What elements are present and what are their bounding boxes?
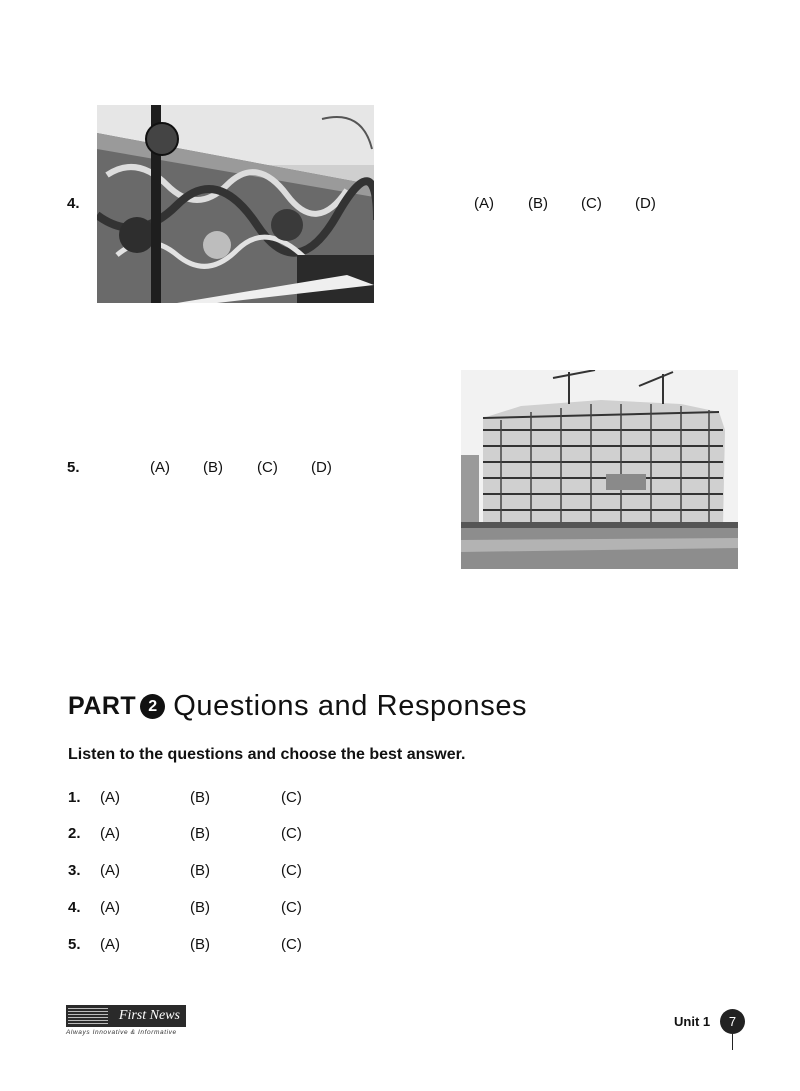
question-5-option-b[interactable]: (B) [203,459,223,476]
option-b[interactable]: (B) [190,936,210,953]
option-a[interactable]: (A) [100,936,120,953]
part-title: Questions and Responses [173,690,528,722]
page-number-divider [732,1034,733,1050]
option-b[interactable]: (B) [190,862,210,879]
publisher-logo [66,1005,186,1036]
option-a[interactable]: (A) [100,825,120,842]
logo-text: First News [118,1008,180,1023]
page-number: 7 [720,1009,745,1034]
option-c[interactable]: (C) [281,825,302,842]
building-construction-photo [461,370,738,569]
question-4-option-d[interactable]: (D) [635,195,656,212]
question-number: 3. [68,862,81,879]
question-5-number: 5. [67,459,80,476]
question-number: 5. [68,936,81,953]
question-5-option-c[interactable]: (C) [257,459,278,476]
part-2-heading [68,690,527,723]
option-c[interactable]: (C) [281,936,302,953]
question-4-option-b[interactable]: (B) [528,195,548,212]
unit-label: Unit 1 [674,1014,711,1029]
question-4-number: 4. [67,195,80,212]
logo-tagline: Always Innovative & Informative [66,1029,177,1036]
question-number: 2. [68,825,81,842]
question-4-option-c[interactable]: (C) [581,195,602,212]
instruction-text: Listen to the questions and choose the best answer. [68,746,466,763]
option-c[interactable]: (C) [281,862,302,879]
option-a[interactable]: (A) [100,789,120,806]
logo-box [66,1005,186,1027]
part-label: PART [68,692,137,720]
option-a[interactable]: (A) [100,862,120,879]
option-c[interactable]: (C) [281,789,302,806]
option-b[interactable]: (B) [190,789,210,806]
logo-stripes-icon [68,1008,108,1024]
option-c[interactable]: (C) [281,899,302,916]
question-number: 4. [68,899,81,916]
question-4-option-a[interactable]: (A) [474,195,494,212]
part-number-circle: 2 [140,694,165,719]
question-5-option-d[interactable]: (D) [311,459,332,476]
option-b[interactable]: (B) [190,825,210,842]
question-number: 1. [68,789,81,806]
question-5-option-a[interactable]: (A) [150,459,170,476]
option-a[interactable]: (A) [100,899,120,916]
berlin-wall-graffiti-photo [97,105,374,303]
option-b[interactable]: (B) [190,899,210,916]
